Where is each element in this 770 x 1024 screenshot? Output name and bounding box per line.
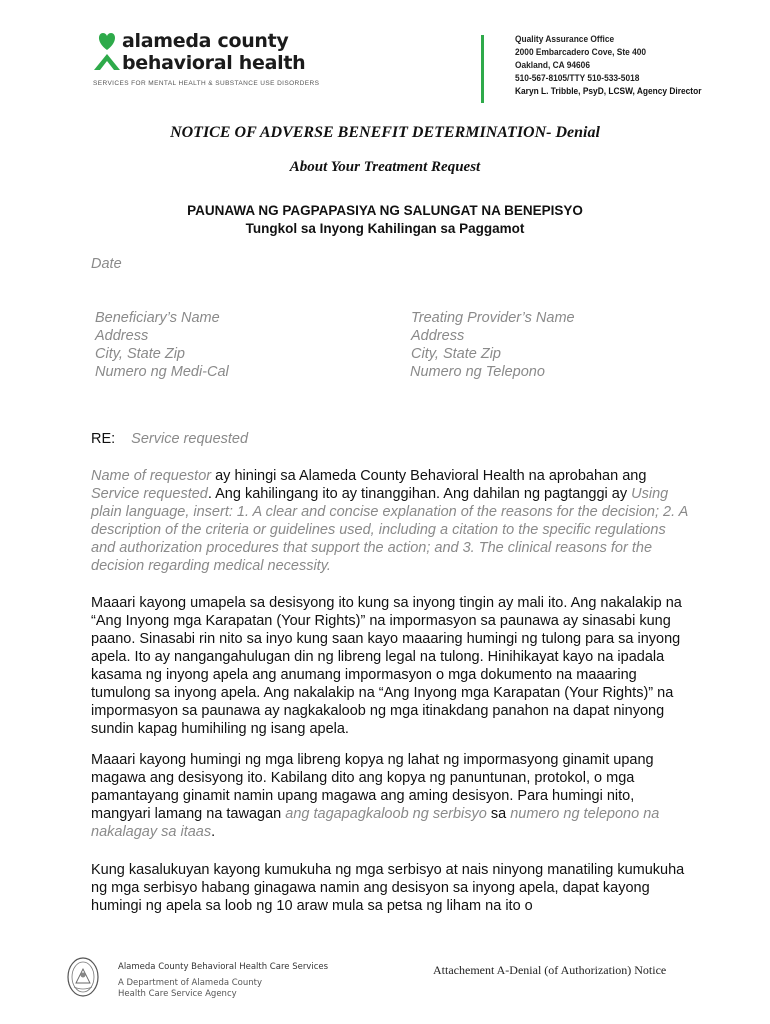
beneficiary-name: Beneficiary’s Name (95, 310, 220, 326)
footer-org-name: Alameda County Behavioral Health Care Services (118, 962, 329, 972)
beneficiary-medi-cal: Numero ng Medi-Cal (95, 364, 229, 380)
provider-placeholder: ang tagapagkaloob ng serbisyo (285, 806, 487, 822)
date-placeholder: Date (91, 256, 122, 272)
office-director: Karyn L. Tribble, PsyD, LCSW, Agency Director (515, 86, 702, 97)
office-city: Oakland, CA 94606 (515, 60, 590, 71)
paragraph-1 (91, 467, 691, 575)
re-service: Service requested (131, 431, 249, 447)
footer-org-agency: Health Care Service Agency (118, 989, 237, 999)
provider-city: City, State Zip (411, 346, 501, 362)
paragraph-3-text-b: sa (486, 806, 511, 822)
paragraph-4: Kung kasalukuyan kayong kumukuha ng mga serbisyo at nais ninyong manatiling kumukuha ng mga serbisyo habang ginagawa namin ang desisyon sa inyong apela, dapat kayong humingi ng apela sa loob ng 10 araw mula sa petsa ng liham na ito o (91, 862, 685, 914)
service-placeholder: Service requested (91, 486, 208, 502)
logo-mark-icon (92, 32, 122, 72)
requestor-placeholder: Name of requestor (91, 468, 212, 484)
footer-org (118, 962, 328, 1000)
paragraph-2: Maaari kayong umapela sa desisyong ito kung sa inyong tingin ay mali ito. Ang nakalakip na “Ang Inyong mga Karapatan (Your Rights)” na impormasyon sa paunawa ay sinasabi kung paano. Sinasabi rin nito sa inyo kung saan kayo maaaring humingi ng tulong para sa inyong apela. Ito ay nangangahulugan din ng libreng legal na tulong. Hinihikayat kayo na ipadala kasama ng inyong apela ang anumang impormasyon o mga dokumento na maaaring tumulong sa inyong apela. Ang nakalakip na “Ang Inyong mga Karapatan (Your Rights)” na impormasyon sa paunawa ay nagkakaloob ng mga itinakdang panahon na dapat ninyong sundin kapag humihiling ng isang apela. (91, 595, 682, 737)
beneficiary-city: City, State Zip (95, 346, 185, 362)
english-subtitle: About Your Treatment Request (289, 159, 481, 175)
office-name: Quality Assurance Office (515, 34, 615, 45)
phone-placeholder: numero ng telepono na nakalagay sa itaas (91, 806, 660, 840)
provider-address: Address (411, 328, 465, 344)
logo-text-line1: alameda county (122, 30, 289, 52)
header-divider (481, 35, 484, 103)
office-street: 2000 Embarcadero Cove, Ste 400 (515, 47, 647, 58)
re-line (91, 431, 248, 447)
paragraph-1-text-b: . Ang kahilingang ito ay tinanggihan. Ang dahilan ng pagtanggi ay (207, 486, 632, 502)
beneficiary-address: Address (95, 328, 149, 344)
beneficiary-address-block (95, 309, 229, 381)
paragraph-1-text-a: ay hiningi sa Alameda County Behavioral Health na aprobahan ang (211, 468, 647, 484)
paragraph-3-text-c: . (211, 824, 216, 840)
logo-tagline: SERVICES FOR MENTAL HEALTH & SUBSTANCE USE DISORDERS (93, 80, 320, 87)
paragraph-3-text-a: Maaari kayong humingi ng mga libreng kopya ng lahat ng impormasyong ginamit upang magawa ang desisyong ito. Kabilang dito ang kopya ng panuntunan, protokol, o mga pamantayang ginamit namin upang magawa ang aming desisyon. Para humingi nito, mangyari lamang na tawagan (91, 752, 654, 822)
re-label: RE: (91, 431, 116, 447)
logo-text-line2: behavioral health (122, 52, 306, 74)
footer-attachment-label: Attachement A-Denial (of Authorization) Notice (433, 963, 667, 977)
english-title: NOTICE OF ADVERSE BENEFIT DETERMINATION- Denial (170, 124, 600, 141)
tagalog-title: PAUNAWA NG PAGPAPASIYA NG SALUNGAT NA BENEPISYO (187, 203, 583, 218)
tagalog-subtitle: Tungkol sa Inyong Kahilingan sa Paggamot (245, 221, 525, 236)
office-address-block (515, 33, 701, 98)
footer-org-dept: A Department of Alameda County (118, 978, 263, 988)
instructions-placeholder: Using plain language, insert: 1. A clear and concise explanation of the reasons for the decision; 2. A description of the criteria or guidelines used, including a citation to the specific regulations and authorization procedures that support the action; and 3. The clinical reasons for the decision regarding medical necessity. (91, 486, 688, 574)
county-seal-icon (66, 955, 100, 999)
paragraph-3 (91, 751, 691, 841)
provider-name: Treating Provider’s Name (411, 310, 575, 326)
office-phone: 510-567-8105/TTY 510-533-5018 (515, 73, 640, 84)
provider-address-block (411, 309, 575, 381)
provider-phone: Numero ng Telepono (410, 364, 545, 380)
